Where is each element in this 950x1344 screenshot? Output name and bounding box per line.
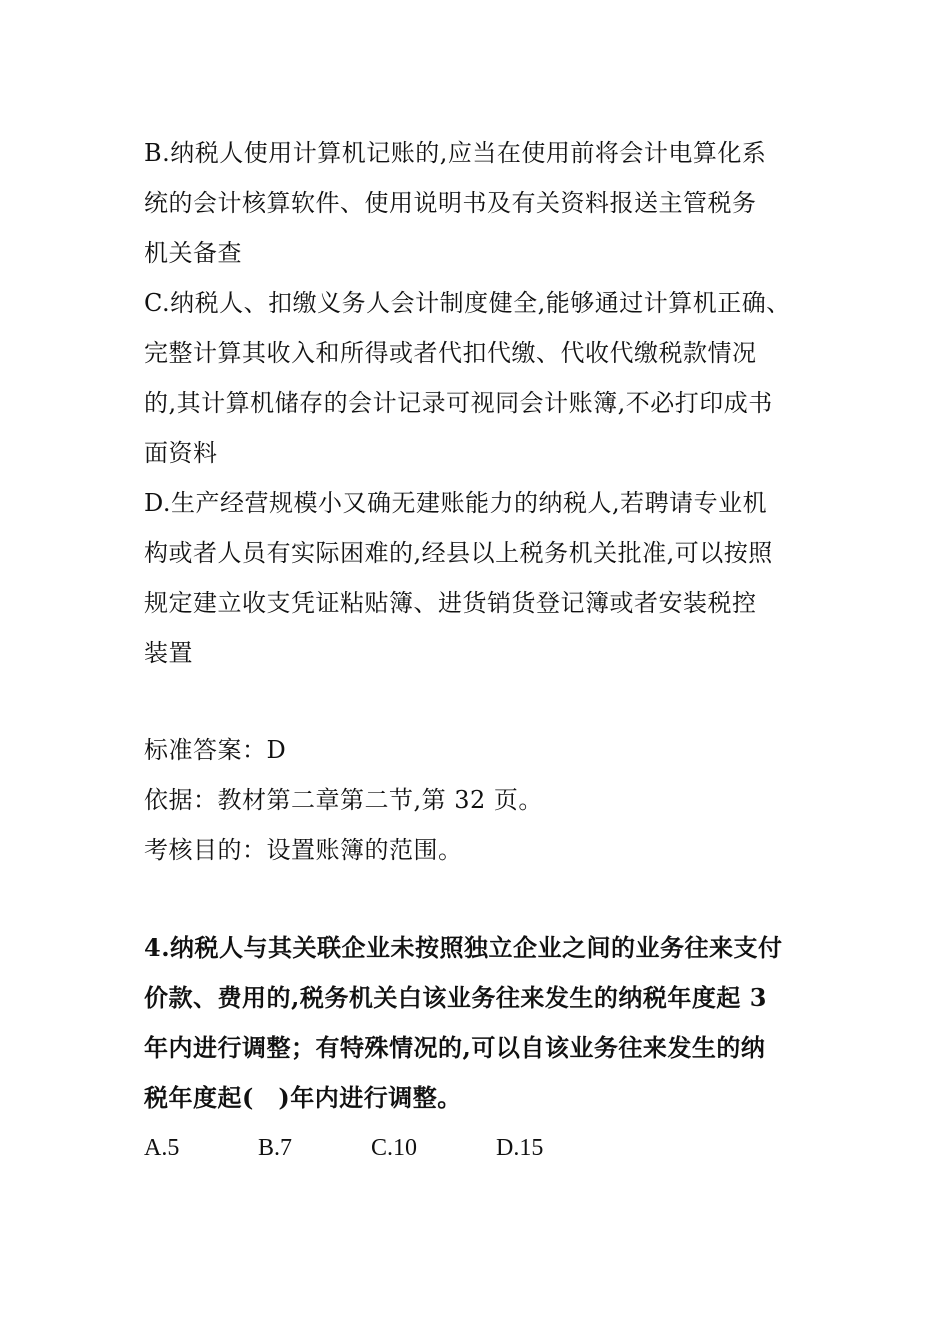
option-b-line-3: 机关备查	[144, 239, 242, 267]
question-4-line-2: 价款、费用的,税务机关白该业务往来发生的纳税年度起 3	[144, 983, 767, 1012]
option-c-line-2: 完整计算其收入和所得或者代扣代缴、代收代缴税款情况	[144, 339, 757, 367]
question-4-line-3: 年内进行调整；有特殊情况的,可以自该业务往来发生的纳	[144, 1033, 766, 1062]
spacer	[144, 678, 824, 725]
option-d	[144, 478, 824, 678]
option-d-line-2: 构或者人员有实际困难的,经县以上税务机关批准,可以按照	[144, 539, 773, 567]
document-page	[144, 128, 824, 1173]
option-d-choice: D.15	[496, 1135, 544, 1161]
option-c	[144, 278, 824, 478]
assessment-purpose: 考核目的：设置账簿的范围。	[144, 836, 463, 864]
option-d-line-4: 装置	[144, 639, 193, 667]
option-d-line-1: D.生产经营规模小又确无建账能力的纳税人,若聘请专业机	[144, 489, 768, 517]
option-a-choice: A.5	[144, 1135, 180, 1161]
answer-block	[144, 725, 824, 875]
answer-basis: 依据：教材第二章第二节,第 32 页。	[144, 786, 543, 814]
option-d-line-3: 规定建立收支凭证粘贴簿、进货销货登记簿或者安装税控	[144, 589, 757, 617]
option-c-choice: C.10	[371, 1135, 418, 1161]
option-c-line-4: 面资料	[144, 439, 218, 467]
option-c-line-1: C.纳税人、扣缴义务人会计制度健全,能够通过计算机正确、	[144, 289, 791, 317]
option-b-line-1: B.纳税人使用计算机记账的,应当在使用前将会计电算化系	[144, 139, 767, 167]
option-c-line-3: 的,其计算机储存的会计记录可视同会计账簿,不必打印成书	[144, 389, 773, 417]
option-b	[144, 128, 824, 278]
question-4-options	[144, 1123, 824, 1173]
standard-answer: 标准答案：D	[144, 736, 287, 764]
question-4	[144, 923, 824, 1173]
question-4-line-1: 4.纳税人与其关联企业未按照独立企业之间的业务往来支付	[144, 933, 783, 962]
option-b-choice: B.7	[258, 1135, 293, 1161]
option-b-line-2: 统的会计核算软件、使用说明书及有关资料报送主管税务	[144, 189, 757, 217]
question-4-line-4: 税年度起( )年内进行调整。	[144, 1083, 462, 1112]
spacer	[144, 875, 824, 923]
